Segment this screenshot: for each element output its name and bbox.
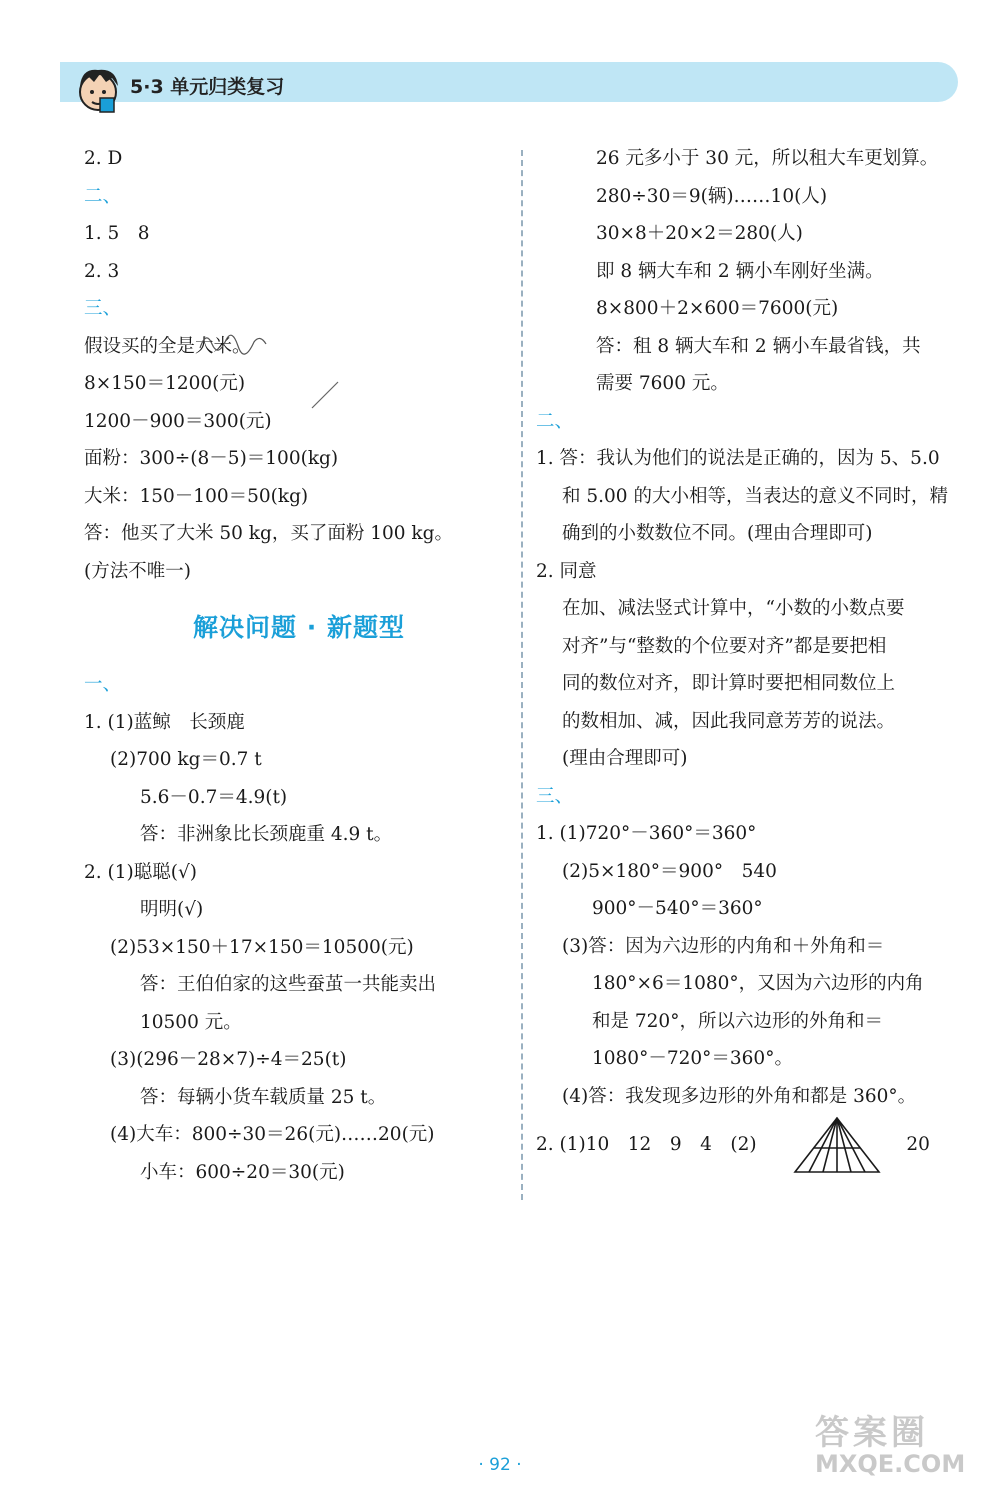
answer-line: 需要 7600 元。 bbox=[596, 373, 729, 394]
answer-line: 确到的小数数位不同。(理由合理即可) bbox=[562, 523, 873, 544]
answer-line: 明明(√) bbox=[140, 899, 204, 920]
answer-line: 假设买的全是大米。 bbox=[84, 335, 251, 357]
section-heading: 一、 bbox=[84, 674, 122, 695]
answer-line: 同的数位对齐，即计算时要把相同数位上 bbox=[562, 673, 896, 694]
answer-line: 26 元多小于 30 元，所以租大车更划算。 bbox=[596, 148, 939, 169]
section-heading: 二、 bbox=[84, 185, 122, 207]
page-number: · 92 · bbox=[478, 1455, 522, 1475]
answer-line: 2. (1)聪聪(√) bbox=[84, 861, 197, 883]
answer-line: 2. D bbox=[84, 148, 123, 169]
answer-line: (3)答：因为六边形的内角和＋外角和＝ bbox=[562, 935, 885, 957]
pencil-slash-icon bbox=[310, 380, 340, 410]
answer-line: 面粉：300÷(8－5)＝100(kg) bbox=[84, 448, 339, 469]
answer-line: 8×150＝1200(元) bbox=[84, 373, 246, 394]
answer-line: 的数相加、减，因此我同意芳芳的说法。 bbox=[562, 710, 896, 732]
section-heading: 二、 bbox=[536, 410, 574, 432]
answer-line: (4)大车：800÷30＝26(元)……20(元) bbox=[110, 1124, 435, 1145]
answer-line: 180°×6＝1080°，又因为六边形的内角 bbox=[592, 973, 924, 994]
answer-line: 答：他买了大米 50 kg，买了面粉 100 kg。 bbox=[84, 523, 453, 544]
answer-line: (理由合理即可) bbox=[562, 748, 688, 769]
answer-line: 和是 720°，所以六边形的外角和＝ bbox=[592, 1010, 883, 1032]
answer-block-review bbox=[84, 140, 514, 590]
answer-line: 5.6－0.7＝4.9(t) bbox=[140, 786, 288, 808]
answer-line: 答：每辆小货车载质量 25 t。 bbox=[140, 1086, 387, 1108]
answer-line: 和 5.00 的大小相等，当表达的意义不同时，精 bbox=[562, 485, 948, 507]
answer-line: 大米：150－100＝50(kg) bbox=[84, 485, 309, 507]
answer-line: (2)700 kg＝0.7 t bbox=[110, 749, 262, 770]
answer-line: 30×8＋20×2＝280(人) bbox=[596, 223, 803, 244]
answer-line: (3)(296－28×7)÷4＝25(t) bbox=[110, 1049, 347, 1070]
answer-line: 2. 同意 bbox=[536, 560, 597, 582]
answer-line: 在加、减法竖式计算中，“小数的小数点要 bbox=[562, 598, 905, 619]
section-heading: 三、 bbox=[84, 298, 122, 319]
answer-line: 答：王伯伯家的这些蚕茧一共能卖出 bbox=[140, 974, 437, 995]
answer-line: 小车：600÷20＝30(元) bbox=[140, 1161, 345, 1183]
pencil-scribble-icon bbox=[198, 326, 268, 356]
watermark-logo bbox=[815, 1405, 985, 1487]
watermark-top: 答案圈 bbox=[815, 1413, 929, 1453]
answer-line: 1. (1)蓝鲸 长颈鹿 bbox=[84, 711, 245, 733]
answer-line: 即 8 辆大车和 2 辆小车刚好坐满。 bbox=[596, 260, 884, 282]
answer-line-pyramid-prefix: 2. (1)10 12 9 4 (2) bbox=[536, 1134, 757, 1155]
answer-line: 2. 3 bbox=[84, 260, 120, 282]
header-title: 5·3 单元归类复习 bbox=[130, 76, 285, 98]
left-column bbox=[84, 140, 514, 1191]
watermark-bottom: MXQE.COM bbox=[815, 1450, 966, 1478]
triangle-figure-icon bbox=[792, 1115, 882, 1175]
answer-line-pyramid bbox=[536, 1115, 968, 1153]
answer-line: 10500 元。 bbox=[140, 1011, 242, 1033]
answer-line: 答：租 8 辆大车和 2 辆小车最省钱，共 bbox=[596, 335, 921, 357]
answer-line: 280÷30＝9(辆)……10(人) bbox=[596, 185, 828, 207]
answer-line: 1. 答：我认为他们的说法是正确的，因为 5、5.0 bbox=[536, 448, 940, 469]
answer-block-right bbox=[536, 140, 968, 1115]
section-title: 解决问题 · 新题型 bbox=[193, 613, 405, 642]
answer-line: 1200－900＝300(元) bbox=[84, 410, 272, 432]
answer-line: 对齐”与“整数的个位要对齐”都是要把相 bbox=[562, 635, 887, 657]
answer-line: 答：非洲象比长颈鹿重 4.9 t。 bbox=[140, 824, 393, 845]
answer-line: 1080°－720°＝360°。 bbox=[592, 1048, 793, 1069]
section-heading: 三、 bbox=[536, 785, 574, 807]
answer-line: 8×800＋2×600＝7600(元) bbox=[596, 298, 839, 319]
answer-line-pyramid-suffix: 20 bbox=[906, 1134, 930, 1155]
answer-line: (4)答：我发现多边形的外角和都是 360°。 bbox=[562, 1085, 917, 1107]
answer-line: 900°－540°＝360° bbox=[592, 898, 763, 919]
answer-line: 1. 5 8 bbox=[84, 223, 150, 244]
answer-line: (2)5×180°＝900° 540 bbox=[562, 860, 777, 882]
right-column bbox=[536, 140, 968, 1153]
answer-line: (2)53×150＋17×150＝10500(元) bbox=[110, 936, 414, 958]
answer-line: 1. (1)720°－360°＝360° bbox=[536, 823, 757, 844]
answer-line: (方法不唯一) bbox=[84, 560, 191, 582]
mascot-icon bbox=[72, 64, 124, 116]
column-divider bbox=[521, 150, 523, 1200]
answer-block-new-types bbox=[84, 666, 514, 1191]
